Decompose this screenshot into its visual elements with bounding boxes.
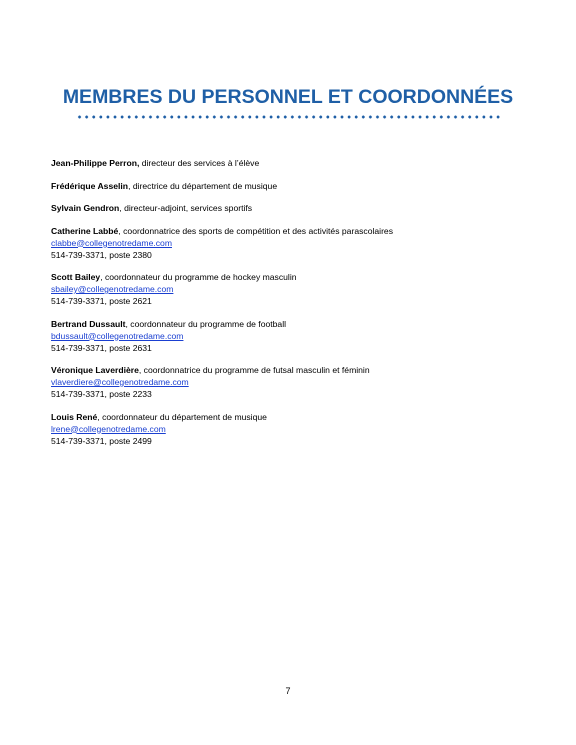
staff-role: , coordonnatrice des sports de compétition et des activités parascolaires bbox=[118, 225, 394, 236]
staff-heading bbox=[51, 318, 531, 330]
staff-list bbox=[51, 157, 531, 457]
staff-name: Scott Bailey bbox=[51, 272, 101, 282]
phone-number: 514-739-3371, poste 2621 bbox=[51, 296, 152, 306]
staff-entry bbox=[51, 411, 531, 447]
phone-number: 514-739-3371, poste 2631 bbox=[51, 342, 152, 353]
staff-heading bbox=[51, 271, 531, 283]
staff-name: Catherine Labbé bbox=[51, 225, 119, 236]
phone-number: 514-739-3371, poste 2380 bbox=[51, 249, 152, 260]
staff-role: , directrice du département de musique bbox=[128, 180, 278, 191]
staff-role: directeur des services à l’élève bbox=[139, 158, 260, 168]
staff-name: Véronique Laverdière bbox=[51, 365, 139, 375]
staff-role: , coordonnateur du programme de hockey masculin bbox=[100, 272, 297, 282]
staff-entry bbox=[51, 318, 531, 354]
email-link[interactable]: lrene@collegenotredame.com bbox=[51, 423, 166, 434]
staff-name: Frédérique Asselin bbox=[51, 180, 129, 191]
staff-name: Jean-Philippe Perron, bbox=[51, 158, 140, 168]
email-link[interactable]: bdussault@collegenotredame.com bbox=[51, 330, 184, 341]
staff-role: , directeur-adjoint, services sportifs bbox=[119, 203, 253, 213]
staff-role: , coordonnateur du département de musique bbox=[97, 411, 267, 422]
page-number: 7 bbox=[285, 686, 291, 696]
staff-heading bbox=[51, 180, 531, 192]
staff-name: Louis René bbox=[51, 411, 98, 422]
page-title: MEMBRES DU PERSONNEL ET COORDONNÉES bbox=[62, 86, 514, 108]
staff-heading bbox=[51, 411, 531, 423]
staff-entry bbox=[51, 180, 531, 192]
staff-entry bbox=[51, 271, 531, 307]
staff-entry bbox=[51, 225, 531, 261]
email-link[interactable]: vlaverdiere@collegenotredame.com bbox=[51, 377, 189, 387]
staff-heading bbox=[51, 202, 531, 214]
staff-heading bbox=[51, 157, 531, 169]
dotted-divider bbox=[76, 114, 500, 120]
staff-name: Sylvain Gendron bbox=[51, 203, 120, 213]
staff-heading bbox=[51, 225, 531, 237]
staff-entry bbox=[51, 364, 531, 400]
staff-entry bbox=[51, 157, 531, 169]
staff-entry bbox=[51, 202, 531, 214]
staff-role: , coordonnateur du programme de football bbox=[125, 318, 287, 329]
staff-heading bbox=[51, 364, 531, 376]
staff-role: , coordonnatrice du programme de futsal masculin et féminin bbox=[138, 365, 370, 375]
phone-number: 514-739-3371, poste 2499 bbox=[51, 435, 152, 446]
phone-number: 514-739-3371, poste 2233 bbox=[51, 389, 152, 399]
email-link[interactable]: sbailey@collegenotredame.com bbox=[51, 284, 174, 294]
email-link[interactable]: clabbe@collegenotredame.com bbox=[51, 237, 172, 248]
staff-name: Bertrand Dussault bbox=[51, 318, 126, 329]
